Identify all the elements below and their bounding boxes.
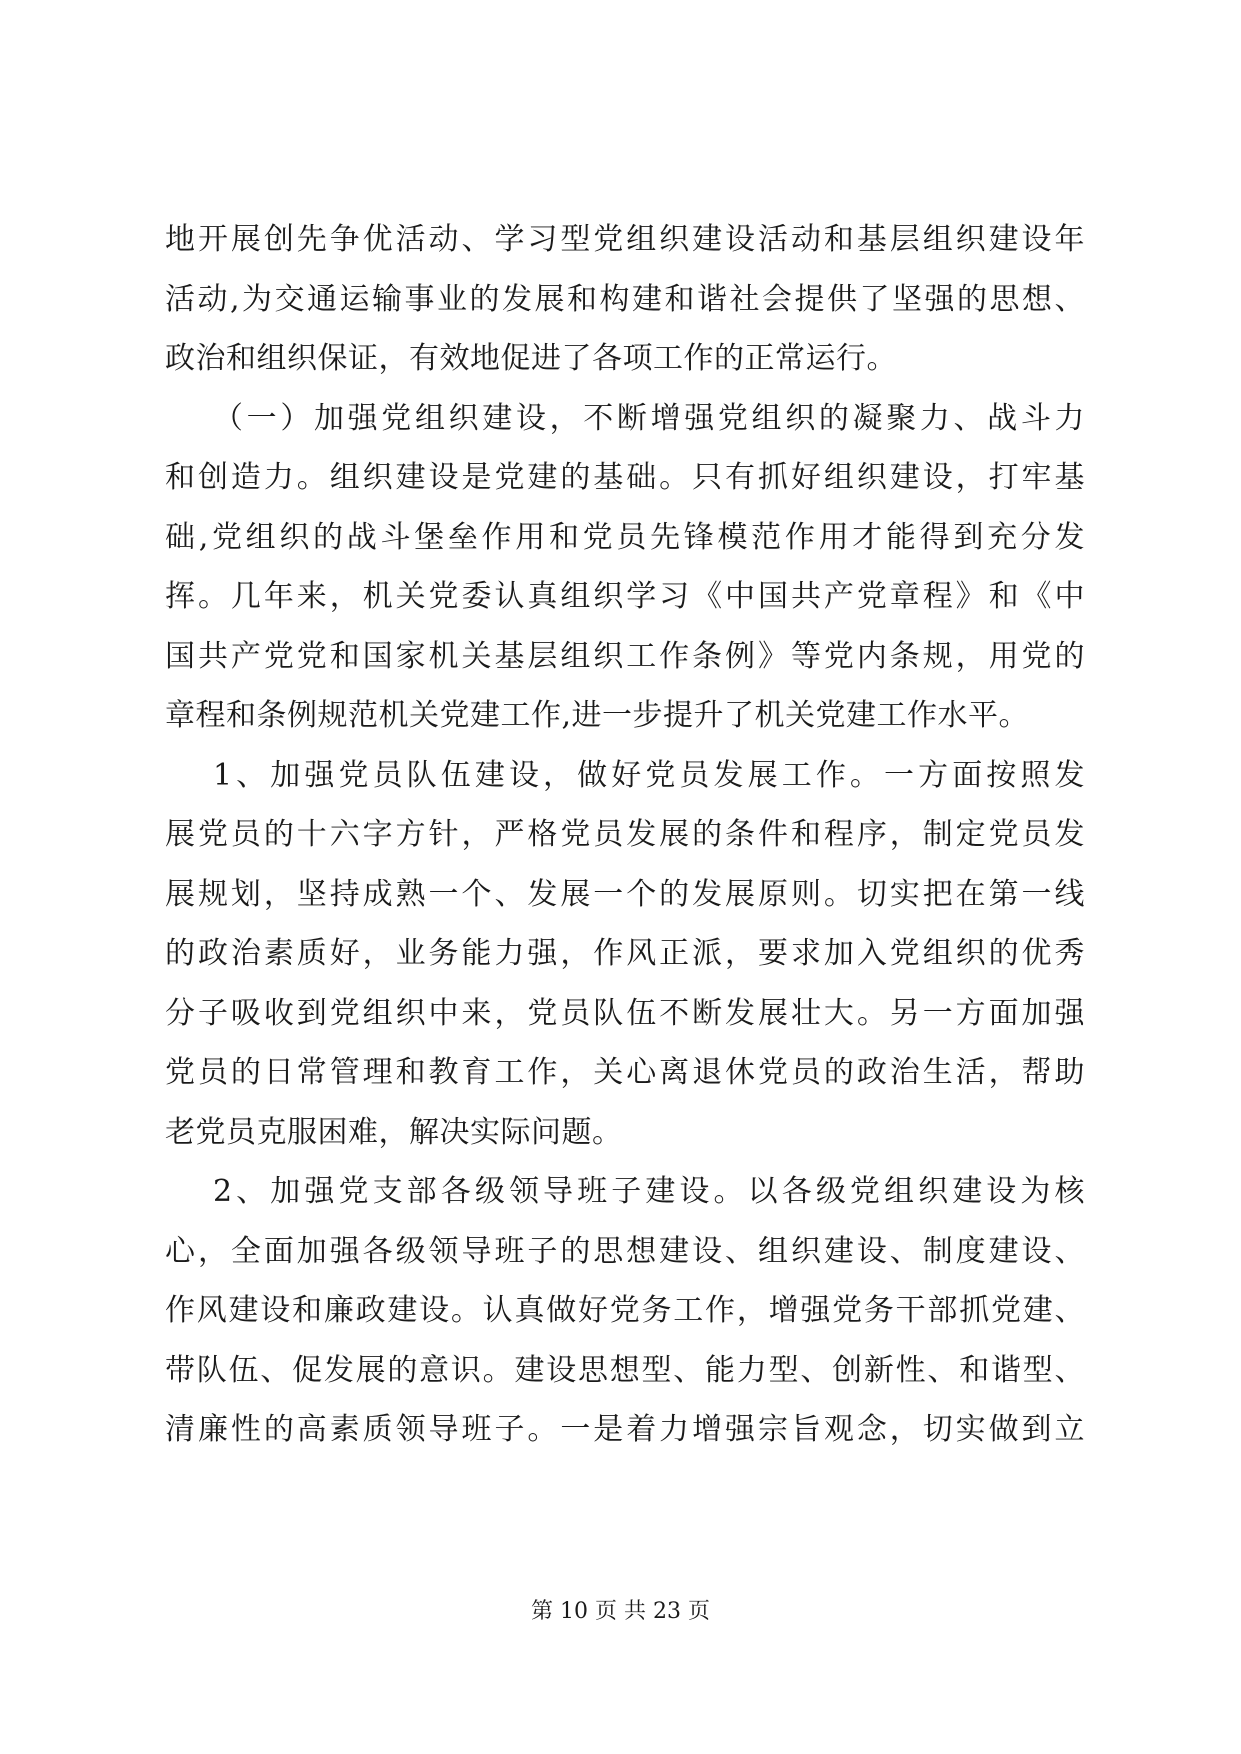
text-line: 2、加强党支部各级领导班子建设。以各级党组织建设为核 <box>213 1174 1085 1209</box>
text-line: 分子吸收到党组织中来，党员队伍不断发展壮大。另一方面加强 <box>165 995 1085 1031</box>
body-text <box>165 210 1085 1460</box>
text-line: （一）加强党组织建设，不断增强党组织的凝聚力、战斗力 <box>213 400 1085 436</box>
text-line: 章程和条例规范机关党建工作,进一步提升了机关党建工作水平。 <box>165 698 1030 733</box>
page-footer <box>0 1597 1241 1627</box>
text-line: 清廉性的高素质领导班子。一是着力增强宗旨观念，切实做到立 <box>165 1412 1085 1447</box>
text-line: 展规划，坚持成熟一个、发展一个的发展原则。切实把在第一线 <box>165 876 1085 912</box>
text-line: 作风建设和廉政建设。认真做好党务工作，增强党务干部抓党建、 <box>165 1293 1085 1328</box>
text-line: 地开展创先争优活动、学习型党组织建设活动和基层组织建设年 <box>165 222 1085 257</box>
text-line: 心，全面加强各级领导班子的思想建设、组织建设、制度建设、 <box>165 1233 1085 1269</box>
text-line: 础,党组织的战斗堡垒作用和党员先锋模范作用才能得到充分发 <box>165 519 1085 555</box>
text-line: 带队伍、促发展的意识。建设思想型、能力型、创新性、和谐型、 <box>165 1352 1085 1388</box>
text-line: 1、加强党员队伍建设，做好党员发展工作。一方面按照发 <box>213 757 1085 793</box>
text-line: 国共产党党和国家机关基层组织工作条例》等党内条规，用党的 <box>165 638 1085 674</box>
text-line: 展党员的十六字方针，严格党员发展的条件和程序，制定党员发 <box>165 817 1085 852</box>
text-line: 的政治素质好，业务能力强，作风正派，要求加入党组织的优秀 <box>165 936 1085 971</box>
text-line: 老党员克服困难，解决实际问题。 <box>165 1114 623 1150</box>
page-number-label: 第 10 页 共 23 页 <box>531 1599 710 1624</box>
text-line: 政治和组织保证，有效地促进了各项工作的正常运行。 <box>165 341 897 376</box>
text-line: 党员的日常管理和教育工作，关心离退休党员的政治生活，帮助 <box>165 1055 1085 1090</box>
text-line: 和创造力。组织建设是党建的基础。只有抓好组织建设，打牢基 <box>165 460 1085 495</box>
text-line: 活动,为交通运输事业的发展和构建和谐社会提供了坚强的思想、 <box>165 281 1085 317</box>
text-line: 挥。几年来，机关党委认真组织学习《中国共产党章程》和《中 <box>165 579 1085 614</box>
